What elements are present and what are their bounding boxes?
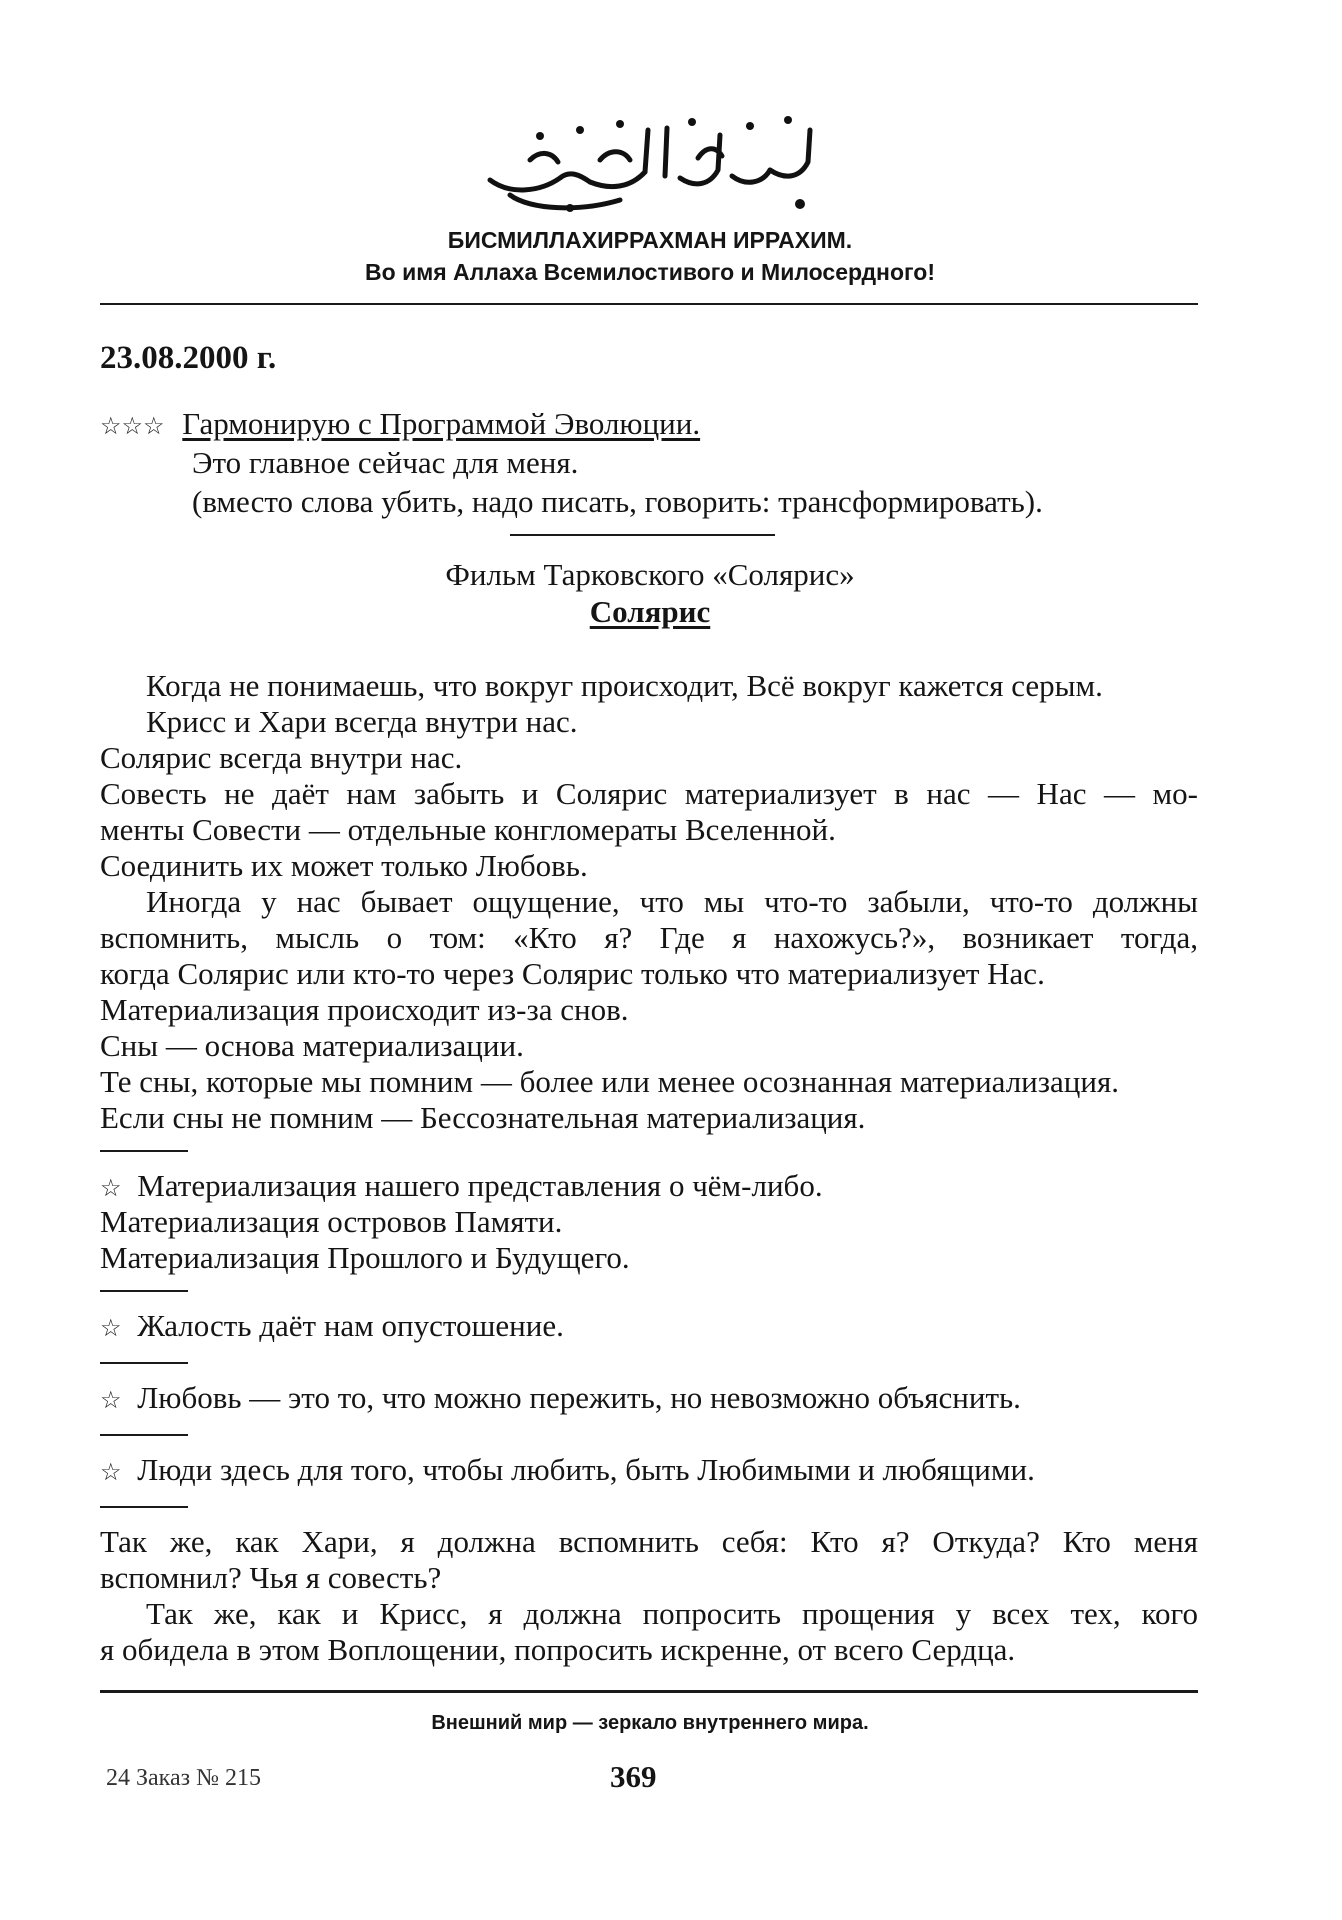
film-heading: Фильм Тарковского «Солярис» bbox=[445, 557, 855, 592]
note-line bbox=[100, 1380, 1021, 1419]
film-subheading: Солярис bbox=[589, 594, 711, 629]
body-line: Материализация происходит из-за снов. bbox=[100, 992, 629, 1027]
star-icon: ☆ bbox=[100, 1460, 122, 1486]
page-number: 369 bbox=[610, 1759, 657, 1794]
header-divider bbox=[100, 303, 1198, 305]
closing-line: Так же, как Хари, я должна вспомнить себя: Кто я? Откуда? Кто меня bbox=[100, 1524, 1198, 1559]
note-text: Люди здесь для того, чтобы любить, быть Любимыми и любящими. bbox=[137, 1452, 1035, 1487]
note-text: Материализация нашего представления о чём-либо. bbox=[137, 1168, 823, 1203]
star-icon: ☆ bbox=[100, 1388, 122, 1414]
closing-line: Так же, как и Крисс, я должна попросить прощения у всех тех, кого bbox=[146, 1596, 1198, 1631]
header-subtitle: Во имя Аллаха Всемилостивого и Милосердного! bbox=[365, 259, 935, 285]
entry-underlined-line: Гармонирую с Программой Эволюции. bbox=[182, 406, 701, 441]
entry-line: Это главное сейчас для меня. bbox=[192, 445, 579, 480]
body-line: Совесть не даёт нам забыть и Солярис материализует в нас — Нас — мо- bbox=[100, 776, 1198, 811]
note-line bbox=[100, 1168, 823, 1207]
note-line bbox=[100, 1452, 1035, 1491]
short-divider bbox=[100, 1506, 188, 1508]
star-icon: ☆ bbox=[100, 1316, 122, 1342]
closing-line: вспомнил? Чья я совесть? bbox=[100, 1560, 442, 1595]
body-line: Когда не понимаешь, что вокруг происходит, Всё вокруг кажется серым. bbox=[146, 668, 1103, 703]
note-line: Материализация Прошлого и Будущего. bbox=[100, 1240, 630, 1275]
body-line: вспомнить, мысль о том: «Кто я? Где я нахожусь?», возникает тогда, bbox=[100, 920, 1198, 955]
header-title: БИСМИЛЛАХИРРАХМАН ИРРАХИМ. bbox=[447, 227, 853, 253]
footer-divider bbox=[100, 1690, 1198, 1693]
short-divider bbox=[100, 1434, 188, 1436]
entry-heading bbox=[100, 406, 700, 445]
note-text: Любовь — это то, что можно пережить, но невозможно объяснить. bbox=[137, 1380, 1021, 1415]
body-line: Крисс и Хари всегда внутри нас. bbox=[146, 704, 578, 739]
star-icon: ☆ bbox=[100, 1176, 122, 1202]
note-text: Жалость даёт нам опустошение. bbox=[137, 1308, 564, 1343]
print-order-number: 24 Заказ № 215 bbox=[106, 1765, 262, 1791]
note-line: Материализация островов Памяти. bbox=[100, 1204, 563, 1239]
entry-line: (вместо слова убить, надо писать, говорить: трансформировать). bbox=[192, 484, 1043, 519]
body-line: Иногда у нас бывает ощущение, что мы что-то забыли, что-то должны bbox=[146, 884, 1198, 919]
body-line: Соединить их может только Любовь. bbox=[100, 848, 588, 883]
body-line: когда Солярис или кто-то через Солярис только что материализует Нас. bbox=[100, 956, 1045, 991]
body-line: менты Совести — отдельные конгломераты Вселенной. bbox=[100, 812, 836, 847]
bismillah-calligraphy-icon bbox=[470, 100, 830, 220]
body-line: Сны — основа материализации. bbox=[100, 1028, 524, 1063]
short-divider bbox=[100, 1290, 188, 1292]
section-divider bbox=[510, 534, 775, 536]
body-line: Если сны не помним — Бессознательная материализация. bbox=[100, 1100, 866, 1135]
closing-line: я обидела в этом Воплощении, попросить искренне, от всего Сердца. bbox=[100, 1632, 1016, 1667]
short-divider bbox=[100, 1362, 188, 1364]
footer-motto: Внешний мир — зеркало внутреннего мира. bbox=[431, 1712, 869, 1734]
entry-date: 23.08.2000 г. bbox=[100, 340, 277, 376]
body-line: Те сны, которые мы помним — более или менее осознанная материализация. bbox=[100, 1064, 1119, 1099]
body-line: Солярис всегда внутри нас. bbox=[100, 740, 463, 775]
three-stars-icon: ☆☆☆ bbox=[100, 414, 165, 440]
short-divider bbox=[100, 1150, 188, 1152]
note-line bbox=[100, 1308, 564, 1347]
